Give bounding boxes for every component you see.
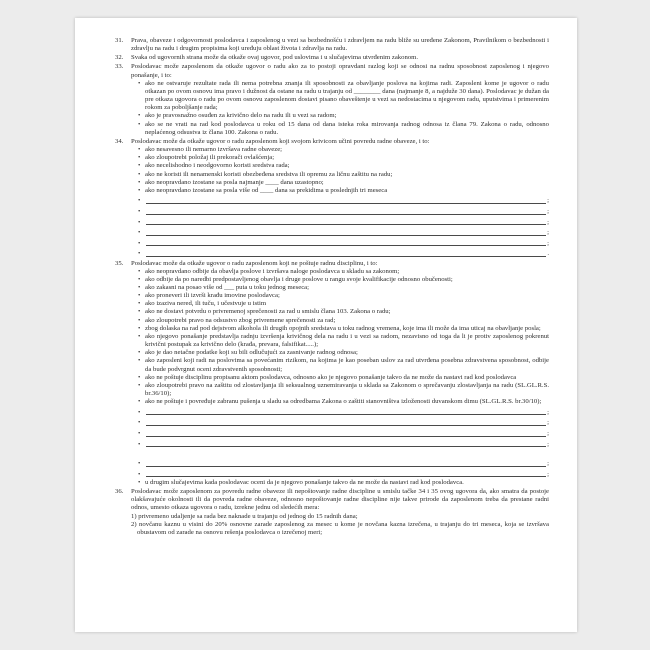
bullet-dot: • [138,267,141,275]
bullet-text: ako zloupotrebi pravo na zaštitu od zlostavljanja ili seksualnog uznemiravanja u sklada sa Zakonom o sprečavanju zlostavljanja na radu (SL.GL.R.S. br.36/10); [145,381,549,398]
bullet-dot: • [138,284,141,291]
clause-text: Poslodavac može zaposlenom da otkaže ugovor o radu ako za to postoji opravdani razlog koji se odnosi na radnu sposobnost zaposlenog i njegovo ponašanje, i to: [131,63,549,79]
clause-item [115,54,549,62]
bullet-item [138,284,549,292]
bullet-item [138,171,549,179]
clause-body [131,63,549,136]
clause-number: 33. [115,63,124,71]
bullet-text: ako je pravosnažno osuđen za krivično delo na radu ili u vezi sa radom; [145,112,337,120]
bullet-item [138,292,549,300]
bullet-item [138,276,549,284]
clause-number: 36. [115,488,124,496]
bullet-dot: • [138,146,141,154]
bullet-text: ako neopravdano odbije da obavlja poslove i izvršava naloge poslodavca u skladu sa zakonom; [145,267,400,275]
blank-bullet-item [138,438,549,449]
bullet-text: ako izaziva nered, ili tuču, i učestvuje u istim [145,300,267,308]
clause-item [115,63,549,136]
clause-number: 35. [115,259,124,267]
clause-body [131,138,549,259]
blank-line-terminator: ; [547,218,549,226]
bullet-dot: • [138,239,141,247]
bullet-item [138,162,549,170]
blank-line [146,235,546,236]
bullet-item [138,349,549,357]
bullet-text: ako ne poštuje disciplinu propisanu aktom poslodavca, odnosno ako je njegovo ponašanje takvo da ne može da nastavi rad kod poslodavca [145,373,517,381]
bullet-item [138,112,549,120]
bullet-item [138,308,549,316]
blank-line-terminator: ; [547,470,549,478]
blank-line [146,214,546,215]
blank-line-terminator: ; [547,197,549,205]
bullet-dot: • [138,154,141,162]
bullet-dot: • [138,429,141,437]
clause-number: 34. [115,137,124,145]
bullet-dot: • [138,470,141,478]
blank-line-terminator: ; [547,229,549,237]
blank-line [146,203,546,204]
bullet-dot: • [138,275,141,283]
bullet-dot: • [138,460,141,468]
bullet-dot: • [138,308,141,316]
bullet-text: ako zloupotrebi pravo na odsustvo zbog privremene sprečenosti za rad; [145,316,336,324]
bullet-dot: • [138,373,141,381]
blank-bullet-item [138,227,549,238]
bullet-item [138,300,549,308]
bullet-text: ako neopravdano izostane sa posla najmanje ____ dana uzastopno; [145,178,324,186]
clause-item [115,260,549,488]
blank-bullet-item [138,206,549,217]
bullet-text: ako zakasni na posao više od ___ puta u toku jednog meseca; [145,284,309,291]
blank-line [146,425,546,426]
bullet-item [138,325,549,333]
subpoint-item: 2) novčanu kaznu u visini do 20% osnovne zarade zaposlenog za mesec u kome je novčana kazna izrečena, u trajanju do tri meseca, koja se izvršava obustavom od zarade na osnovu rešenja poslodavca o izrečenoj meri; [131,520,549,536]
blank-bullet-item [138,237,549,248]
bullet-dot: • [138,178,141,186]
bullet-dot: • [138,250,141,258]
bullet-dot: • [138,381,141,389]
bullet-text: ako neopravdano izostane sa posla više od ____ dana sa prekidima u poslednjih tri meseca [145,186,388,194]
clause-item [115,37,549,53]
bullet-text: ako je dao netačne podatke koji su bili odlučujući za zasnivanje radnog odnosa; [145,349,358,357]
clause-text: Poslodavac može da otkaže ugovor o radu zaposlenom koji ne poštuje radnu disciplinu, i to: [131,259,378,267]
bullet-dot: • [138,440,141,448]
clause-item [115,488,549,537]
blank-line-terminator: ; [547,239,549,247]
blank-line-terminator: . [547,250,549,258]
clause-item [115,138,549,259]
bullet-dot: • [138,229,141,237]
blank-line [146,466,546,467]
bullet-text: ako ne ostvaruje rezultate rada ili nema potrebna znanja ili sposobnosti za obavljanje poslova na kojima radi. Zaposleni kome je ugovor o radu otkazan po ovom osnovu ima pravo i dužnost da ostane na radu u trajanju od ________ dana (najmanje 8, a najduže 30 dana). Poslodavac je dužan da pre otkaza ugovora o radu po ovom osnovu zaposlenom dostavi pisano obaveštenje u vezi sa nedostacima u njegovom radu, uputstvima i primerenim rokom za poboljšanje rada; [145,79,549,112]
bullet-dot: • [138,170,141,178]
bullet-dot: • [138,357,141,365]
bullet-item [138,187,549,195]
clause-body [131,260,549,488]
bullet-text: ako proneveri ili izvrši krađu imovine poslodavca; [145,292,280,300]
bullet-dot: • [138,478,141,486]
clause-text: Svaka od ugovornih strana može da otkaže ovaj ugovor, pod uslovima i u slučajevima utvrđenim zakonom. [131,54,419,62]
blank-line [146,436,546,437]
bullet-list [138,146,549,259]
bullet-item [138,121,549,137]
bullet-item [138,357,549,373]
bullet-text: ako ne koristi ili nenamenski koristi obezbeđena sredstva ili opremu za ličnu zaštitu na radu; [145,170,393,178]
bullet-text: ako se ne vrati na rad kod poslodavca u roku od 15 dana od dana isteka roka mirovanja radnog odnosa iz člana 79. Zakona o radu, odnosno neplaćenog odsustva iz člana 100. Zakona o radu. [145,120,549,136]
subpoint-item: 1) privremeno udaljenje sa rada bez naknade u trajanju od jednog do 15 radnih dana; [131,512,358,520]
bullet-dot: • [138,398,141,406]
blank-line-terminator: ; [547,419,549,427]
blank-line-terminator: ; [547,440,549,448]
bullet-item [138,154,549,162]
bullet-item [138,179,549,187]
bullet-text: ako odbije da po naredbi predpostavljenog obavlja i druge poslove u rangu svoje kvalifikacije odnosno obučenosti; [145,275,453,283]
bullet-list [138,268,549,487]
bullet-dot: • [138,419,141,427]
clause-number: 31. [115,37,124,44]
bullet-item [138,333,549,349]
blank-bullet-item [138,468,549,479]
bullet-text: ako necelishodno i neodgovorno koristi sredstva rada; [145,162,290,170]
bullet-gap [138,449,549,458]
blank-bullet-item [138,458,549,469]
bullet-dot: • [138,408,141,416]
bullet-text: ako nesavesno ili nemarno izvršava radne obaveze; [145,146,283,154]
clause-text: Poslodavac može zaposlenom za povredu radne obaveze ili nepoštovanje radne discipline u smislu tačke 34 i 35 ovog ugovora da, ako smatra da postoje olakšavajuće okolnosti ili da povreda radne obaveze, odnosno nepoštovanje radne discipline nije takve prirode da zaposlenom treba da prestane radni odnos, umesto otkaza ugovora o radu, izrekne jednu od sledećih mera: [131,488,549,512]
bullet-dot: • [138,349,141,357]
blank-line [146,245,546,246]
blank-bullet-item [138,417,549,428]
clause-list [115,37,549,537]
bullet-dot: • [138,316,141,324]
bullet-dot: • [138,208,141,215]
blank-line-terminator: ; [547,208,549,215]
bullet-item [138,479,549,487]
document-page [75,18,577,632]
clause-body [131,37,549,53]
bullet-dot: • [138,218,141,226]
bullet-text: ako ne dostavi potvrdu o privremenoj sprečenosti za rad u smislu člana 103. Zakona o radu; [145,308,391,316]
bullet-item [138,382,549,398]
blank-bullet-item [138,428,549,439]
blank-line [146,446,546,447]
blank-line [146,476,546,477]
blank-line-terminator: ; [547,429,549,437]
bullet-dot: • [138,300,141,308]
bullet-item [138,317,549,325]
bullet-dot: • [138,120,141,128]
bullet-text: u drugim slučajevima kada poslodavac oceni da je njegovo ponašanje takvo da ne može da nastavi rad kod poslodavca. [145,478,464,486]
blank-line [146,414,546,415]
clause-body [131,488,549,537]
bullet-dot: • [138,162,141,170]
blank-bullet-item [138,195,549,206]
clause-number: 32. [115,54,124,62]
blank-bullet-item [138,406,549,417]
bullet-dot: • [138,186,141,194]
bullet-list [138,80,549,137]
bullet-dot: • [138,324,141,332]
clause-text: Prava, obaveze i odgovornosti poslodavca i zaposlenog u vezi sa bezbednošću i zdravljem na radu bliže su uređene Zakonom, Pravilnikom o bezbednosti i zdravlju na radu i drugim propisima koji uređuju oblast života i zdravlja na radu. [131,37,549,53]
bullet-text: ako zloupotrebi položaj ili prekorači ovlašćenja; [145,154,275,162]
clause-body [131,54,549,62]
blank-line-terminator: ; [547,408,549,416]
clause-text: Poslodavac može da otkaže ugovor o radu zaposlenom koji svojom krivicom učini povredu radne obaveze, i to: [131,137,430,145]
bullet-item [138,146,549,154]
bullet-dot: • [138,197,141,205]
bullet-dot: • [138,332,141,340]
blank-line [146,256,546,257]
blank-bullet-item [138,216,549,227]
bullet-text: ako zaposleni koji radi na poslovima sa povećanim rizikom, na kojima je kao poseban uslov za rad utvrđena posebna zdravstvena sposobnost, odbije da bude podvrgnut oceni zdravstvenih sposobnosti; [145,357,549,373]
bullet-dot: • [138,112,141,120]
bullet-text: zbog dolaska na rad pod dejstvom alkohola ili drugih opojnih sredstava u toku radnog vremena, koje ima ili može da ima uticaj na obavljanje posla; [145,324,541,332]
blank-line [146,224,546,225]
bullet-item [138,268,549,276]
blank-line-terminator: ; [547,460,549,468]
bullet-item [138,374,549,382]
bullet-item [138,398,549,406]
bullet-text: ako njegovo ponašanje predstavlja radnju izvršenja krivičnog dela na radu i u vezi sa radom, nezavisno od toga da li je protiv zaposlenog pokrenut krivični postupak za krivično delo (krađa, prevara, falsifikat.....); [145,332,549,349]
bullet-dot: • [138,292,141,300]
bullet-text: ako ne poštuje i povređuje zabranu pušenja u sladu sa odredbama Zakona o zaštiti stanovništva izloženosti duvanskom dimu (SL.GL.R.S. br.30/10); [145,398,542,406]
bullet-dot: • [138,79,141,87]
blank-bullet-item [138,248,549,259]
bullet-item [138,80,549,113]
